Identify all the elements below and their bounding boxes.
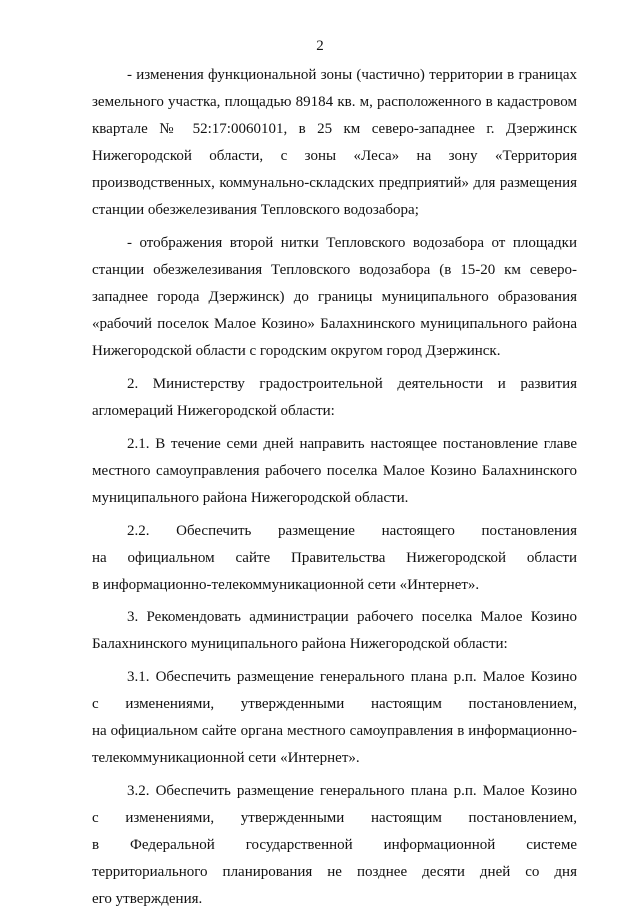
paragraph xyxy=(92,604,577,658)
paragraph xyxy=(92,230,577,365)
paragraph-line: 3.1. Обеспечить размещение генерального плана р.п. Малое Козино xyxy=(127,668,577,685)
paragraph-line: 2.1. В течение семи дней направить настоящее постановление главе xyxy=(127,435,577,452)
paragraph-line: производственных, коммунально-складских предприятий» для размещения xyxy=(92,175,577,192)
paragraph-line: Нижегородской области с городским округом город Дзержинск. xyxy=(92,343,501,360)
paragraph xyxy=(92,664,577,772)
paragraph xyxy=(92,518,577,599)
paragraph-line: Нижегородской области, с зоны «Леса» на зону «Территория xyxy=(92,148,577,165)
paragraph-line: в информационно-телекоммуникационной сети «Интернет». xyxy=(92,576,480,593)
document-body xyxy=(92,62,577,919)
paragraph-line: западнее города Дзержинск) до границы муниципального образования xyxy=(92,289,577,306)
paragraph xyxy=(92,371,577,425)
paragraph xyxy=(92,778,577,913)
paragraph-line: Балахнинского муниципального района Нижегородской области: xyxy=(92,636,508,653)
paragraph-line: станции обезжелезивания Тепловского водозабора; xyxy=(92,202,419,219)
paragraph-line: на официальном сайте органа местного самоуправления в информационно- xyxy=(92,723,577,740)
paragraph-line: муниципального района Нижегородской области. xyxy=(92,489,409,506)
paragraph-line: земельного участка, площадью 89184 кв. м, расположенного в кадастровом xyxy=(92,94,577,111)
paragraph-line: станции обезжелезивания Тепловского водозабора (в 15-20 км северо- xyxy=(92,262,577,279)
paragraph-line: телекоммуникационной сети «Интернет». xyxy=(92,750,360,767)
page-number: 2 xyxy=(316,38,324,54)
paragraph-line: 3. Рекомендовать администрации рабочего поселка Малое Козино xyxy=(127,609,577,626)
paragraph-line: его утверждения. xyxy=(92,891,203,908)
paragraph-line: территориального планирования не позднее десяти дней со дня xyxy=(92,864,577,881)
paragraph-line: 2. Министерству градостроительной деятельности и развития xyxy=(127,376,577,393)
paragraph-line: «рабочий поселок Малое Козино» Балахнинского муниципального района xyxy=(92,316,577,333)
paragraph-line: 2.2. Обеспечить размещение настоящего постановления xyxy=(127,522,577,539)
paragraph-line: в Федеральной государственной информационной системе xyxy=(92,837,577,854)
paragraph-line: квартале № 52:17:0060101, в 25 км северо-западнее г. Дзержинск xyxy=(92,121,577,138)
paragraph-line: местного самоуправления рабочего поселка Малое Козино Балахнинского xyxy=(92,462,577,479)
paragraph xyxy=(92,62,577,225)
paragraph-line: - отображения второй нитки Тепловского водозабора от площадки xyxy=(127,235,577,252)
paragraph xyxy=(92,431,577,512)
paragraph-line: с изменениями, утвержденными настоящим постановлением, xyxy=(92,809,577,826)
paragraph-line: агломераций Нижегородской области: xyxy=(92,403,335,420)
paragraph-line: 3.2. Обеспечить размещение генерального плана р.п. Малое Козино xyxy=(127,782,577,799)
paragraph-line: с изменениями, утвержденными настоящим постановлением, xyxy=(92,696,577,713)
paragraph-line: - изменения функциональной зоны (частично) территории в границах xyxy=(127,67,577,83)
paragraph-line: на официальном сайте Правительства Нижегородской области xyxy=(92,549,577,566)
